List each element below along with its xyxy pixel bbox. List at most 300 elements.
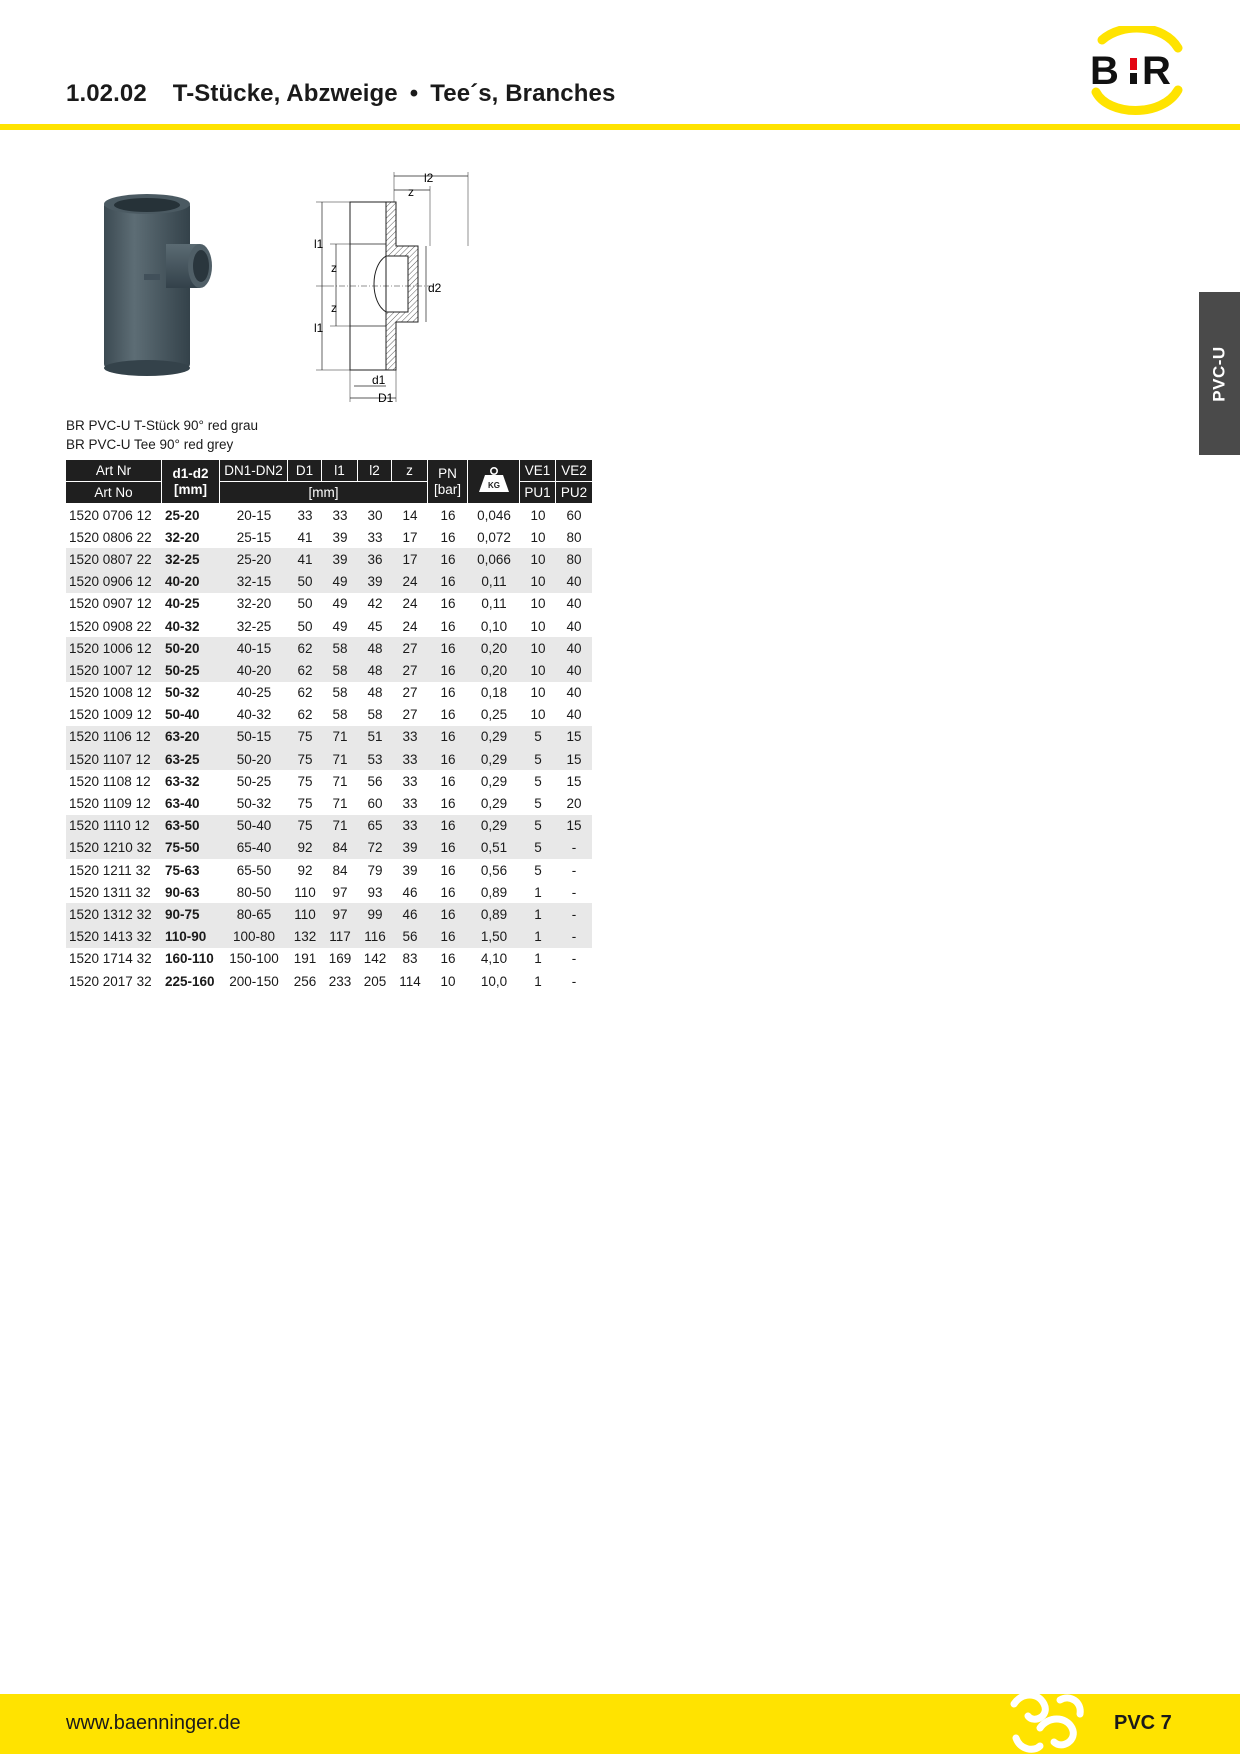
cell-pn: 16 (428, 903, 468, 925)
cell-l2: 93 (367, 884, 383, 900)
cell-d1-d2: 40-32 (165, 618, 200, 634)
col-weight (468, 460, 520, 504)
product-photo (96, 192, 218, 378)
cell-l1: 71 (332, 796, 348, 812)
cell-D1: 62 (297, 685, 313, 701)
weight-icon (476, 466, 512, 494)
cell-weight: 0,20 (468, 637, 520, 659)
cell-ve1: 10 (530, 618, 546, 634)
cell-l1: 97 (332, 884, 348, 900)
cell-weight: 0,89 (480, 884, 508, 900)
cell-D1: 75 (297, 796, 313, 812)
cell-l1: 49 (332, 596, 348, 612)
cell-pn: 16 (428, 748, 468, 770)
col-l2: l2 (358, 460, 392, 482)
cell-ve1: 10 (530, 685, 546, 701)
table-row (66, 748, 592, 770)
cell-z: 114 (399, 973, 421, 989)
cell-art-no: 1520 0908 22 (69, 618, 152, 634)
title-de: T-Stücke, Abzweige (172, 80, 398, 107)
cell-l2: 99 (358, 903, 392, 925)
cell-l2: 58 (367, 707, 383, 723)
cell-dn1-dn2: 65-50 (236, 862, 272, 878)
table-row (66, 881, 592, 903)
table-row (66, 970, 592, 992)
cell-ve2: 40 (566, 685, 582, 701)
cell-ve1: 1 (520, 926, 556, 948)
cell-l1: 71 (322, 815, 358, 837)
footer-decoration (1010, 1694, 1086, 1754)
table-row (66, 837, 592, 859)
table-body (66, 504, 592, 992)
col-D1: D1 (288, 460, 322, 482)
cell-d1-d2: 40-20 (162, 571, 220, 593)
cell-D1: 33 (297, 507, 313, 523)
cell-dn1-dn2: 80-50 (236, 884, 272, 900)
col-d1-d2: d1-d2 [mm] (162, 460, 220, 504)
cell-l1: 33 (332, 507, 348, 523)
cell-z: 39 (402, 862, 418, 878)
cell-ve1: 1 (520, 903, 556, 925)
cell-ve2: 15 (556, 815, 592, 837)
side-tab-label: PVC-U (1209, 345, 1229, 402)
cell-ve1: 1 (534, 884, 542, 900)
title-en: Tee´s, Branches (430, 80, 616, 107)
cell-ve2: 15 (556, 726, 592, 748)
cell-dn1-dn2: 25-15 (236, 529, 272, 545)
cell-weight: 0,11 (468, 571, 520, 593)
cell-dn1-dn2: 50-32 (236, 796, 272, 812)
cell-weight: 0,046 (477, 507, 511, 523)
cell-art-no: 1520 1312 32 (66, 903, 162, 925)
cell-weight: 1,50 (468, 926, 520, 948)
cell-weight: 0,89 (468, 903, 520, 925)
cell-ve1: 5 (534, 773, 542, 789)
cell-d1-d2: 90-63 (165, 884, 200, 900)
cell-D1: 41 (297, 529, 313, 545)
table-row (66, 548, 592, 570)
cell-art-no: 1520 1108 12 (69, 773, 151, 789)
cell-ve2: - (556, 926, 592, 948)
cell-pn: 16 (440, 773, 456, 789)
cell-z: 39 (392, 837, 428, 859)
cell-art-no: 1520 1008 12 (69, 685, 152, 701)
col-art-no: Art No (66, 482, 162, 504)
svg-text:z: z (331, 301, 337, 315)
cell-art-no: 1520 1413 32 (66, 926, 162, 948)
cell-weight: 10,0 (480, 973, 508, 989)
cell-l2: 42 (367, 596, 383, 612)
cell-weight: 0,29 (468, 815, 520, 837)
table-row (66, 770, 592, 792)
cell-D1: 50 (288, 571, 322, 593)
cell-weight: 0,072 (477, 529, 511, 545)
cell-d1-d2: 32-25 (162, 548, 220, 570)
cell-d1-d2: 75-50 (162, 837, 220, 859)
header-rule (0, 124, 1240, 130)
cell-ve2: 20 (566, 796, 582, 812)
cell-d1-d2: 75-63 (165, 862, 200, 878)
cell-pn: 16 (440, 707, 456, 723)
cell-D1: 110 (288, 903, 322, 925)
cell-l1: 117 (322, 926, 358, 948)
cell-pn: 16 (428, 726, 468, 748)
cell-l1: 169 (328, 951, 352, 967)
cell-ve2: 40 (556, 637, 592, 659)
cell-D1: 50 (297, 618, 313, 634)
cell-pn: 16 (440, 685, 456, 701)
table-row (66, 593, 592, 615)
cell-d1-d2: 63-20 (162, 726, 220, 748)
col-ve1: VE1 (520, 460, 556, 482)
cell-weight: 0,066 (468, 548, 520, 570)
table-row (66, 615, 592, 637)
cell-pn: 16 (440, 884, 456, 900)
side-tab (1199, 292, 1240, 455)
cell-ve2: 15 (556, 748, 592, 770)
cell-ve2: 40 (566, 707, 582, 723)
cell-pn: 10 (440, 973, 456, 989)
cell-weight: 0,56 (480, 862, 508, 878)
cell-ve2: 40 (566, 596, 582, 612)
cell-D1: 50 (297, 596, 313, 612)
cell-ve2: 15 (566, 773, 582, 789)
cell-d1-d2: 63-25 (162, 748, 220, 770)
cell-pn: 16 (440, 862, 456, 878)
technical-drawing (308, 166, 508, 406)
cell-z: 83 (402, 951, 418, 967)
cell-l2: 48 (358, 659, 392, 681)
cell-pn: 16 (428, 815, 468, 837)
cell-ve2: - (556, 903, 592, 925)
cell-l1: 97 (322, 903, 358, 925)
cell-pn: 16 (440, 596, 456, 612)
cell-z: 14 (402, 507, 418, 523)
cell-z: 27 (392, 637, 428, 659)
cell-D1: 92 (297, 862, 313, 878)
table-row (66, 903, 592, 925)
caption-de: BR PVC-U T-Stück 90° red grau (66, 418, 258, 433)
cell-ve1: 10 (520, 637, 556, 659)
svg-text:l2: l2 (424, 171, 434, 185)
product-caption (66, 416, 258, 454)
cell-l2: 36 (358, 548, 392, 570)
cell-d1-d2: 40-25 (165, 596, 200, 612)
cell-l2: 205 (363, 973, 387, 989)
caption-en: BR PVC-U Tee 90° red grey (66, 437, 234, 452)
cell-art-no: 1520 0706 12 (69, 507, 152, 523)
cell-l1: 84 (332, 862, 348, 878)
cell-dn1-dn2: 150-100 (229, 951, 279, 967)
cell-dn1-dn2: 32-15 (220, 571, 288, 593)
cell-D1: 110 (294, 884, 316, 900)
cell-dn1-dn2: 40-20 (220, 659, 288, 681)
cell-d1-d2: 63-40 (165, 796, 200, 812)
cell-pn: 16 (428, 637, 468, 659)
cell-weight: 0,29 (468, 748, 520, 770)
cell-weight: 0,29 (480, 773, 508, 789)
cell-ve1: 5 (520, 815, 556, 837)
col-pu1: PU1 (520, 482, 556, 504)
cell-art-no: 1520 1107 12 (66, 748, 162, 770)
cell-D1: 75 (288, 726, 322, 748)
svg-text:l1: l1 (314, 321, 324, 335)
cell-ve2: 40 (556, 659, 592, 681)
cell-l2: 51 (358, 726, 392, 748)
cell-d1-d2: 50-40 (165, 707, 200, 723)
cell-dn1-dn2: 65-40 (220, 837, 288, 859)
cell-ve2: 60 (566, 507, 582, 523)
cell-l2: 56 (367, 773, 383, 789)
cell-dn1-dn2: 40-15 (220, 637, 288, 659)
table-row (66, 571, 592, 593)
cell-D1: 92 (288, 837, 322, 859)
cell-pn: 16 (428, 571, 468, 593)
cell-art-no: 1520 1311 32 (69, 884, 151, 900)
table-row (66, 815, 592, 837)
cell-D1: 62 (288, 659, 322, 681)
svg-text:d2: d2 (428, 281, 442, 295)
col-pn: PN [bar] (428, 460, 468, 504)
cell-ve1: 10 (530, 529, 546, 545)
cell-art-no: 1520 0907 12 (69, 596, 152, 612)
svg-text:d1: d1 (372, 373, 386, 387)
cell-d1-d2: 110-90 (162, 926, 220, 948)
cell-dn1-dn2: 100-80 (220, 926, 288, 948)
cell-l1: 71 (322, 748, 358, 770)
cell-ve1: 10 (530, 707, 546, 723)
cell-d1-d2: 63-50 (162, 815, 220, 837)
cell-l2: 48 (367, 685, 383, 701)
table-row (66, 926, 592, 948)
cell-d1-d2: 63-32 (165, 773, 200, 789)
cell-l2: 30 (367, 507, 383, 523)
cell-weight: 0,11 (481, 596, 507, 612)
table-row (66, 948, 592, 970)
svg-text:z: z (331, 261, 337, 275)
cell-z: 56 (392, 926, 428, 948)
cell-dn1-dn2: 32-20 (236, 596, 272, 612)
cell-D1: 62 (288, 637, 322, 659)
table-row (66, 792, 592, 814)
page-title (66, 80, 615, 108)
cell-art-no: 1520 1211 32 (69, 862, 151, 878)
cell-ve2: 40 (556, 571, 592, 593)
cell-weight: 0,10 (480, 618, 508, 634)
cell-z: 17 (392, 548, 428, 570)
cell-art-no: 1520 0807 22 (66, 548, 162, 570)
cell-weight: 0,25 (480, 707, 508, 723)
cell-l2: 33 (367, 529, 383, 545)
cell-ve1: 10 (520, 571, 556, 593)
cell-dn1-dn2: 25-20 (220, 548, 288, 570)
cell-ve2: 80 (556, 548, 592, 570)
cell-z: 46 (402, 884, 418, 900)
cell-D1: 75 (288, 815, 322, 837)
cell-weight: 0,51 (468, 837, 520, 859)
cell-z: 33 (402, 796, 418, 812)
cell-D1: 41 (288, 548, 322, 570)
cell-d1-d2: 25-20 (165, 507, 200, 523)
col-z: z (392, 460, 428, 482)
cell-z: 24 (402, 596, 418, 612)
cell-pn: 16 (440, 507, 456, 523)
cell-art-no: 1520 1106 12 (66, 726, 162, 748)
cell-dn1-dn2: 200-150 (229, 973, 279, 989)
cell-z: 33 (402, 773, 418, 789)
cell-z: 33 (392, 726, 428, 748)
cell-pn: 16 (440, 618, 456, 634)
cell-l2: 48 (358, 637, 392, 659)
cell-d1-d2: 160-110 (165, 951, 214, 967)
cell-l1: 49 (322, 571, 358, 593)
cell-weight: 0,29 (468, 726, 520, 748)
footer-url[interactable]: www.baenninger.de (66, 1712, 241, 1734)
table-row (66, 704, 592, 726)
cell-l2: 53 (358, 748, 392, 770)
cell-z: 33 (392, 815, 428, 837)
cell-D1: 132 (288, 926, 322, 948)
cell-ve2: - (571, 862, 577, 878)
cell-dn1-dn2: 20-15 (236, 507, 272, 523)
cell-dn1-dn2: 32-25 (236, 618, 272, 634)
cell-ve1: 5 (520, 748, 556, 770)
table-row (66, 637, 592, 659)
table-row (66, 859, 592, 881)
cell-d1-d2: 90-75 (162, 903, 220, 925)
cell-z: 27 (392, 659, 428, 681)
cell-l1: 58 (322, 637, 358, 659)
cell-ve1: 5 (520, 726, 556, 748)
cell-art-no: 1520 1109 12 (69, 796, 151, 812)
cell-ve1: 10 (520, 548, 556, 570)
cell-weight: 4,10 (480, 951, 508, 967)
col-pu2: PU2 (556, 482, 592, 504)
cell-ve1: 10 (530, 596, 546, 612)
cell-dn1-dn2: 50-40 (220, 815, 288, 837)
table-row (66, 526, 592, 548)
svg-text:D1: D1 (378, 391, 394, 405)
cell-l1: 71 (322, 726, 358, 748)
cell-D1: 75 (297, 773, 313, 789)
cell-ve1: 5 (520, 837, 556, 859)
cell-l2: 142 (363, 951, 387, 967)
page-number: PVC 7 (1114, 1712, 1172, 1734)
svg-text:z: z (408, 185, 414, 199)
cell-ve1: 10 (530, 507, 546, 523)
cell-d1-d2: 32-20 (165, 529, 200, 545)
table-row (66, 659, 592, 681)
cell-dn1-dn2: 50-15 (220, 726, 288, 748)
table-row (66, 682, 592, 704)
cell-weight: 0,18 (480, 685, 508, 701)
cell-d1-d2: 50-25 (162, 659, 220, 681)
cell-l1: 39 (322, 548, 358, 570)
cell-D1: 191 (293, 951, 317, 967)
cell-l2: 72 (358, 837, 392, 859)
cell-d1-d2: 50-20 (162, 637, 220, 659)
table-header-row-1 (66, 460, 592, 482)
cell-ve1: 1 (534, 973, 542, 989)
cell-pn: 16 (428, 837, 468, 859)
cell-pn: 16 (440, 951, 456, 967)
cell-z: 33 (392, 748, 428, 770)
col-art-nr: Art Nr (66, 460, 162, 482)
cell-ve2: - (571, 973, 577, 989)
cell-ve1: 5 (534, 796, 542, 812)
cell-l2: 45 (367, 618, 383, 634)
cell-ve2: - (571, 951, 577, 967)
svg-text:R: R (1142, 49, 1171, 93)
cell-dn1-dn2: 50-25 (236, 773, 272, 789)
cell-d1-d2: 225-160 (165, 973, 215, 989)
title-separator: • (409, 80, 419, 107)
cell-l1: 71 (332, 773, 348, 789)
cell-z: 46 (392, 903, 428, 925)
cell-l2: 65 (358, 815, 392, 837)
cell-dn1-dn2: 50-20 (220, 748, 288, 770)
cell-z: 27 (402, 685, 418, 701)
cell-pn: 16 (428, 659, 468, 681)
cell-ve1: 1 (534, 951, 542, 967)
cell-D1: 62 (297, 707, 313, 723)
cell-pn: 16 (440, 529, 456, 545)
cell-l1: 84 (322, 837, 358, 859)
cell-art-no: 1520 1009 12 (69, 707, 152, 723)
section-number: 1.02.02 (66, 80, 147, 107)
cell-art-no: 1520 0906 12 (66, 571, 162, 593)
cell-art-no: 1520 1007 12 (66, 659, 162, 681)
svg-text:B·R: B·R (1082, 26, 1084, 27)
table-row (66, 504, 592, 526)
cell-d1-d2: 50-32 (165, 685, 200, 701)
cell-l1: 49 (332, 618, 348, 634)
table-row (66, 726, 592, 748)
cell-ve2: - (556, 837, 592, 859)
cell-art-no: 1520 1210 32 (66, 837, 162, 859)
col-ve2: VE2 (556, 460, 592, 482)
cell-D1: 256 (293, 973, 317, 989)
cell-l1: 58 (322, 659, 358, 681)
cell-dn1-dn2: 40-25 (236, 685, 272, 701)
cell-weight: 0,20 (468, 659, 520, 681)
cell-z: 27 (402, 707, 418, 723)
cell-z: 17 (402, 529, 418, 545)
cell-dn1-dn2: 40-32 (236, 707, 272, 723)
cell-z: 24 (402, 618, 418, 634)
cell-art-no: 1520 1714 32 (69, 951, 152, 967)
cell-l1: 58 (332, 685, 348, 701)
cell-art-no: 1520 1006 12 (66, 637, 162, 659)
cell-z: 24 (392, 571, 428, 593)
cell-ve2: 40 (566, 618, 582, 634)
cell-pn: 16 (428, 548, 468, 570)
col-l1: l1 (322, 460, 358, 482)
cell-ve1: 10 (520, 659, 556, 681)
cell-l2: 60 (367, 796, 383, 812)
svg-text:KG: KG (487, 481, 500, 490)
cell-pn: 16 (428, 926, 468, 948)
cell-art-no: 1520 1110 12 (66, 815, 162, 837)
cell-dn1-dn2: 80-65 (220, 903, 288, 925)
svg-text:B: B (1090, 49, 1119, 93)
br-logo (1082, 26, 1192, 116)
cell-weight: 0,29 (480, 796, 508, 812)
cell-ve2: - (571, 884, 577, 900)
cell-pn: 16 (440, 796, 456, 812)
svg-text:l1: l1 (314, 237, 324, 251)
cell-l2: 116 (358, 926, 392, 948)
